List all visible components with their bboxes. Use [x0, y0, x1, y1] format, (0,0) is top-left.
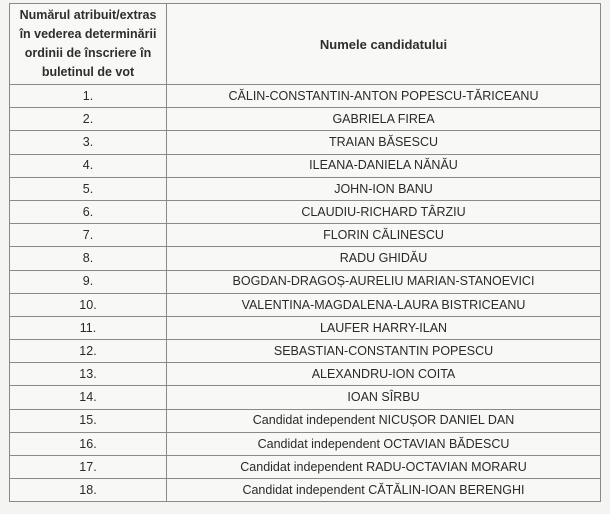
table-row — [10, 200, 601, 223]
row-candidate-name: Candidat independent NICUȘOR DANIEL DAN — [167, 409, 601, 432]
table-row — [10, 456, 601, 479]
table-row — [10, 293, 601, 316]
table-row — [10, 177, 601, 200]
row-number: 18. — [10, 479, 167, 502]
table-row — [10, 85, 601, 108]
row-number: 17. — [10, 456, 167, 479]
row-number: 1. — [10, 85, 167, 108]
table-row — [10, 432, 601, 455]
row-candidate-name: CĂLIN-CONSTANTIN-ANTON POPESCU-TĂRICEANU — [167, 85, 601, 108]
row-candidate-name: ALEXANDRU-ION COITA — [167, 363, 601, 386]
table-row — [10, 340, 601, 363]
row-candidate-name: FLORIN CĂLINESCU — [167, 224, 601, 247]
row-number: 15. — [10, 409, 167, 432]
row-candidate-name: CLAUDIU-RICHARD TÂRZIU — [167, 200, 601, 223]
table-row — [10, 386, 601, 409]
table-row — [10, 316, 601, 339]
row-number: 5. — [10, 177, 167, 200]
row-candidate-name: Candidat independent OCTAVIAN BĂDESCU — [167, 432, 601, 455]
row-candidate-name: Candidat independent RADU-OCTAVIAN MORARU — [167, 456, 601, 479]
table-row — [10, 247, 601, 270]
candidates-table — [9, 3, 601, 502]
table-row — [10, 224, 601, 247]
table-row — [10, 363, 601, 386]
row-number: 8. — [10, 247, 167, 270]
row-candidate-name: JOHN-ION BANU — [167, 177, 601, 200]
row-candidate-name: SEBASTIAN-CONSTANTIN POPESCU — [167, 340, 601, 363]
table-row — [10, 154, 601, 177]
row-number: 12. — [10, 340, 167, 363]
row-number: 2. — [10, 108, 167, 131]
row-candidate-name: IOAN SÎRBU — [167, 386, 601, 409]
row-number: 4. — [10, 154, 167, 177]
table-row — [10, 479, 601, 502]
row-number: 7. — [10, 224, 167, 247]
row-number: 10. — [10, 293, 167, 316]
header-candidate-name: Numele candidatului — [167, 4, 601, 85]
row-number: 14. — [10, 386, 167, 409]
table-row — [10, 131, 601, 154]
table-header-row — [10, 4, 601, 85]
row-candidate-name: Candidat independent CĂTĂLIN-IOAN BERENGHI — [167, 479, 601, 502]
row-number: 11. — [10, 316, 167, 339]
row-candidate-name: BOGDAN-DRAGOȘ-AURELIU MARIAN-STANOEVICI — [167, 270, 601, 293]
row-number: 3. — [10, 131, 167, 154]
row-candidate-name: RADU GHIDĂU — [167, 247, 601, 270]
table-row — [10, 409, 601, 432]
table-row — [10, 108, 601, 131]
row-number: 13. — [10, 363, 167, 386]
row-candidate-name: LAUFER HARRY-ILAN — [167, 316, 601, 339]
row-candidate-name: VALENTINA-MAGDALENA-LAURA BISTRICEANU — [167, 293, 601, 316]
header-number: Numărul atribuit/extras în vederea determinării ordinii de înscriere în buletinul de vot — [10, 4, 167, 85]
row-number: 6. — [10, 200, 167, 223]
table-row — [10, 270, 601, 293]
row-number: 9. — [10, 270, 167, 293]
row-candidate-name: TRAIAN BĂSESCU — [167, 131, 601, 154]
row-candidate-name: GABRIELA FIREA — [167, 108, 601, 131]
row-number: 16. — [10, 432, 167, 455]
row-candidate-name: ILEANA-DANIELA NĂNĂU — [167, 154, 601, 177]
